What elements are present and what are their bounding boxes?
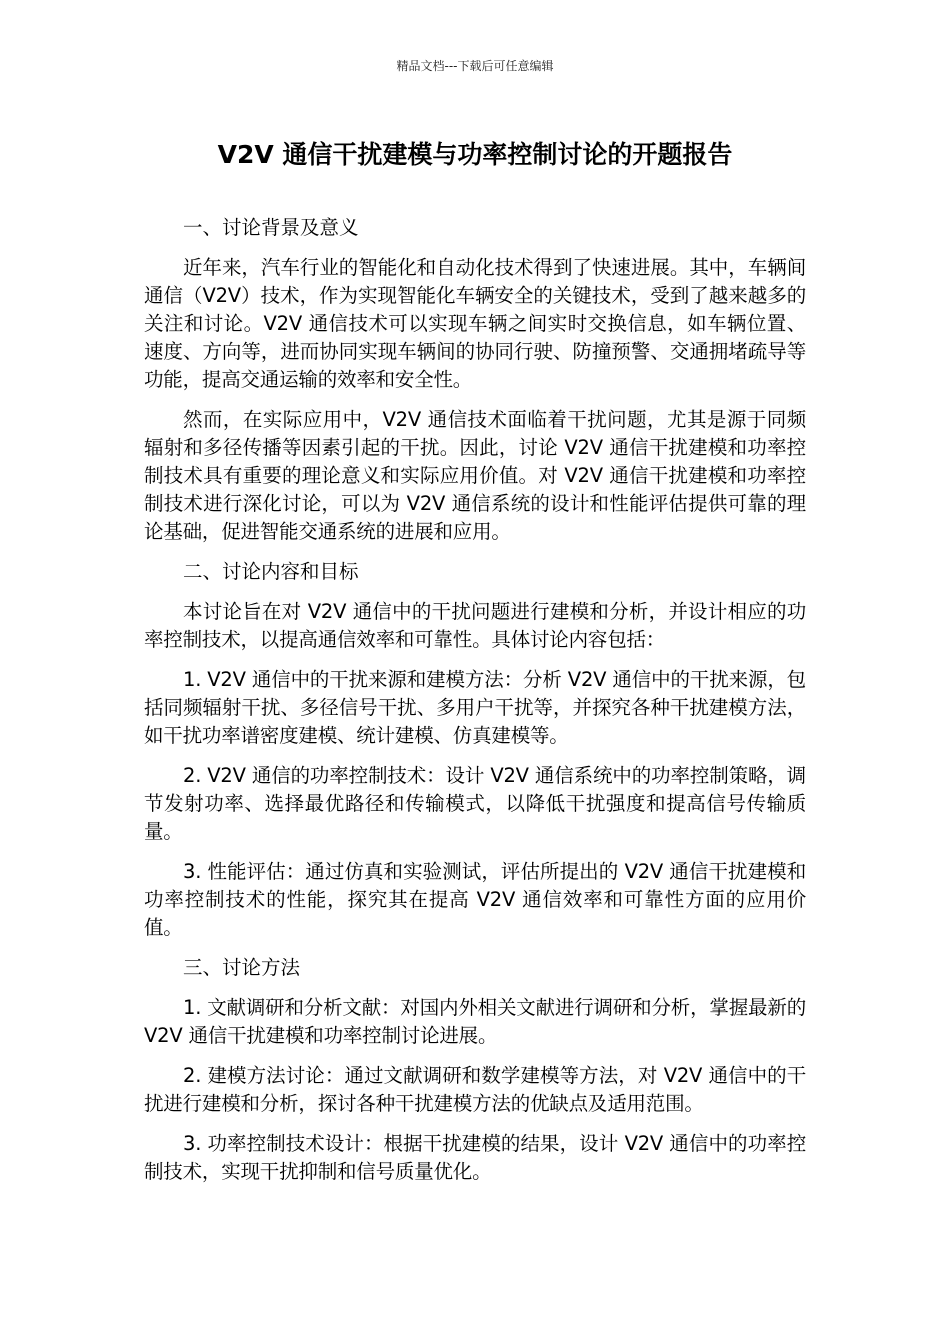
paragraph-methods-item-2: 2. 建模方法讨论：通过文献调研和数学建模等方法，对 V2V 通信中的干扰进行建模和分析，探讨各种干扰建模方法的优缺点及适用范围。 [144, 1064, 806, 1115]
section-heading-background: 一、讨论背景及意义 [183, 216, 359, 239]
paragraph-background-2: 然而，在实际应用中，V2V 通信技术面临着干扰问题，尤其是源于同频辐射和多径传播等因素引起的干扰。因此，讨论 V2V 通信干扰建模和功率控制技术具有重要的理论意义和实际应用价值。对 V2V 通信干扰建模和功率控制技术进行深化讨论，可以为 V2V 通信系统的设计和性能评估提供可靠的理论基础，促进智能交通系统的进展和应用。 [144, 408, 806, 543]
section-heading-methods: 三、讨论方法 [183, 956, 301, 979]
section-heading-content: 二、讨论内容和目标 [183, 560, 359, 583]
paragraph-methods-item-3: 3. 功率控制技术设计：根据干扰建模的结果，设计 V2V 通信中的功率控制技术，实现干扰抑制和信号质量优化。 [144, 1132, 806, 1183]
paragraph-background-1: 近年来，汽车行业的智能化和自动化技术得到了快速进展。其中，车辆间通信（V2V）技术，作为实现智能化车辆安全的关键技术，受到了越来越多的关注和讨论。V2V 通信技术可以实现车辆之间实时交换信息，如车辆位置、速度、方向等，进而协同实现车辆间的协同行驶、防撞预警、交通拥堵疏导等功能，提高交通运输的效率和安全性。 [144, 256, 806, 391]
paragraph-content-item-1: 1. V2V 通信中的干扰来源和建模方法：分析 V2V 通信中的干扰来源，包括同频辐射干扰、多径信号干扰、多用户干扰等，并探究各种干扰建模方法，如干扰功率谱密度建模、统计建模、仿真建模等。 [144, 668, 806, 747]
paragraph-content-item-2: 2. V2V 通信的功率控制技术：设计 V2V 通信系统中的功率控制策略，调节发射功率、选择最优路径和传输模式，以降低干扰强度和提高信号传输质量。 [144, 764, 806, 843]
document-title: V2V 通信干扰建模与功率控制讨论的开题报告 [217, 140, 733, 169]
paragraph-content-intro: 本讨论旨在对 V2V 通信中的干扰问题进行建模和分析，并设计相应的功率控制技术，以提高通信效率和可靠性。具体讨论内容包括： [144, 600, 806, 651]
paragraph-content-item-3: 3. 性能评估：通过仿真和实验测试，评估所提出的 V2V 通信干扰建模和功率控制技术的性能，探究其在提高 V2V 通信效率和可靠性方面的应用价值。 [144, 860, 806, 939]
page-header-watermark: 精品文档---下载后可任意编辑 [396, 59, 554, 73]
paragraph-methods-item-1: 1. 文献调研和分析文献：对国内外相关文献进行调研和分析，掌握最新的 V2V 通信干扰建模和功率控制讨论进展。 [144, 996, 806, 1047]
document-body [144, 214, 806, 1198]
